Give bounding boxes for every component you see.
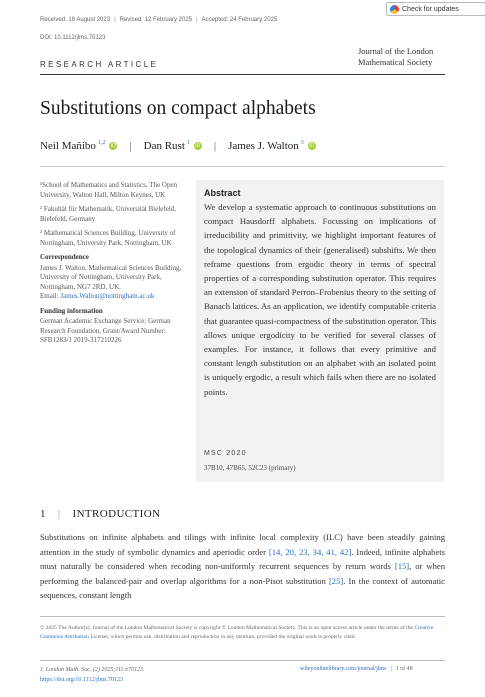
citation-link[interactable]: [15]: [394, 561, 410, 572]
msc-codes: 37B10, 47B65, 52C23 (primary): [204, 464, 296, 472]
article-type: RESEARCH ARTICLE: [40, 60, 159, 69]
license-link[interactable]: Creative Commons Attribution: [40, 625, 434, 640]
orcid-icon[interactable]: iD: [195, 143, 201, 149]
journal-name: Journal of the London Mathematical Society: [358, 46, 434, 67]
msc-heading: MSC 2020: [204, 450, 247, 457]
affiliation: ¹School of Mathematics and Statistics, The Open University, Walton Hall, Milton Keynes, UK: [40, 181, 178, 199]
abstract-box: [196, 180, 444, 482]
orcid-icon[interactable]: iD: [309, 143, 315, 149]
funding-heading: Funding information: [40, 306, 103, 315]
journal-site-link[interactable]: wileyonlinelibrary.com/journal/jlms: [300, 666, 387, 672]
side-info: ¹School of Mathematics and Statistics, The Open University, Walton Hall, Milton Keynes, UK ² Fakultät für Mathematik, Universität Bielefeld, Bielefeld, Germany ³ Mathematical Sciences Building, University of Nottingham, University Park, Nottingham, UK Correspondence James J. Walton, Mathematical Sciences Building, University of Nottingham, University Park, Nottingham, NG7 2RD, UK. Email: James.Walton@nottingham.ac.uk Funding information German Academic Exchange Service; German Research Foundation, Grant/Award Number: SFB1283/1 2019-317210226: [40, 181, 182, 344]
author[interactable]: Dan Rust $^1$ iD: [143, 140, 201, 152]
bottom-divider: [40, 660, 445, 661]
received-date: Received: 18 August 2023: [40, 17, 111, 23]
check-for-updates-button[interactable]: [386, 2, 485, 16]
revised-date: Revised: 12 February 2025: [119, 17, 192, 23]
section-heading: 1 | INTRODUCTION: [40, 508, 161, 520]
correspondence-heading: Correspondence: [40, 253, 89, 261]
article-dates: Received: 18 August 2023 | Revised: 12 February 2025 | Accepted: 24 February 2025: [40, 17, 278, 23]
citation-link[interactable]: [14, 20, 23, 34, 41, 42]: [268, 546, 352, 557]
copyright-notice: © 2025 The Author(s). Journal of the London Mathematical Society is copyright © London Mathematical Society. This is an open access article under the terms of the Creative Commons Attribution License, which permits use, distribution and reproduction in any medium, provided the original work is properly cited.: [40, 625, 434, 640]
orcid-icon[interactable]: iD: [111, 143, 116, 149]
doi: DOI: 10.1112/jlms.70123: [40, 35, 106, 41]
affiliation: ² Fakultät für Mathematik, Universität Bielefeld, Bielefeld, Germany: [40, 205, 177, 223]
header-divider: [40, 74, 445, 75]
page-info: wileyonlinelibrary.com/journal/jlms | 1 of 48: [300, 666, 413, 672]
citation-info: [40, 666, 145, 685]
journal-citation: J. London Math. Soc. (2) 2025;111:e70123.: [40, 667, 145, 673]
affiliation: ³ Mathematical Sciences Building, University of Nottingham, University Park, Nottingham, UK: [40, 229, 176, 247]
footer-divider: [40, 616, 445, 617]
correspondence-address: James J. Walton, Mathematical Sciences Building, University of Nottingham, University Park, Nottingham, NG7 2RD, UK.: [40, 263, 182, 291]
abstract-text: We develop a systematic approach to continuous substitutions on compact Hausdorff alphabets. Focussing on implications of irreducibility and primitivity, we highlight important features of the topological dynamics of their (generalised) subshifts. We then reframe questions from ergodic theory in terms of spectral properties of a corresponding substitution operator. This requires an extension of standard Perron–Frobenius theory to the setting of Banach lattices. As an application, we identify computable criteria that guarantee quasi-compactness of the substitution operator. This allows unique ergodicity to be verified for several classes of examples. For instance, it follows that every primitive and constant length substitution on an alphabet with an isolated point is uniquely ergodic, a result which fails when there are no isolated points.: [204, 202, 436, 397]
accepted-date: Accepted: 24 February 2025: [201, 17, 278, 23]
author-list: Neil Mañibo $^{1,2}$ iD | Dan Rust $^1$ iD | James J. Walton $^3$ iD: [40, 140, 315, 152]
author[interactable]: James J. Walton $^3$ iD: [228, 140, 315, 152]
doi-link[interactable]: https://doi.org/10.1112/jlms.70123: [40, 676, 123, 683]
section-number: 1: [40, 508, 46, 520]
funding-text: German Academic Exchange Service; German Research Foundation, Grant/Award Number: SFB1283/1 2019-317210226: [40, 317, 171, 344]
intro-paragraph: Substitutions on infinite alphabets and tilings with infinite local complexity (ILC) have been steadily gaining attention in the study of symbolic dynamics and aperiodic order [14, 20, 23, 34, 41, 42]. Indeed, infinite alphabets must naturally be considered when recoding non-uniformly recurrent sequences by return words [15], or when performing the balanced-pair and overlap algorithms for a non-Pisot substitution [25]. In the context of automatic sequences, constant length: [40, 532, 445, 601]
paper-title: Substitutions on compact alphabets: [40, 98, 316, 119]
citation-link[interactable]: [25]: [328, 575, 344, 586]
section-title: INTRODUCTION: [72, 508, 161, 520]
page-number: 1 of 48: [395, 666, 413, 672]
author[interactable]: Neil Mañibo $^{1,2}$ iD: [40, 140, 116, 152]
check-updates-label: Check for updates: [402, 5, 459, 13]
email-link[interactable]: James.Walton@nottingham.ac.uk: [60, 292, 155, 300]
abstract-heading: Abstract: [204, 188, 241, 198]
check-updates-icon: [390, 5, 399, 14]
authors-divider: [40, 166, 445, 167]
